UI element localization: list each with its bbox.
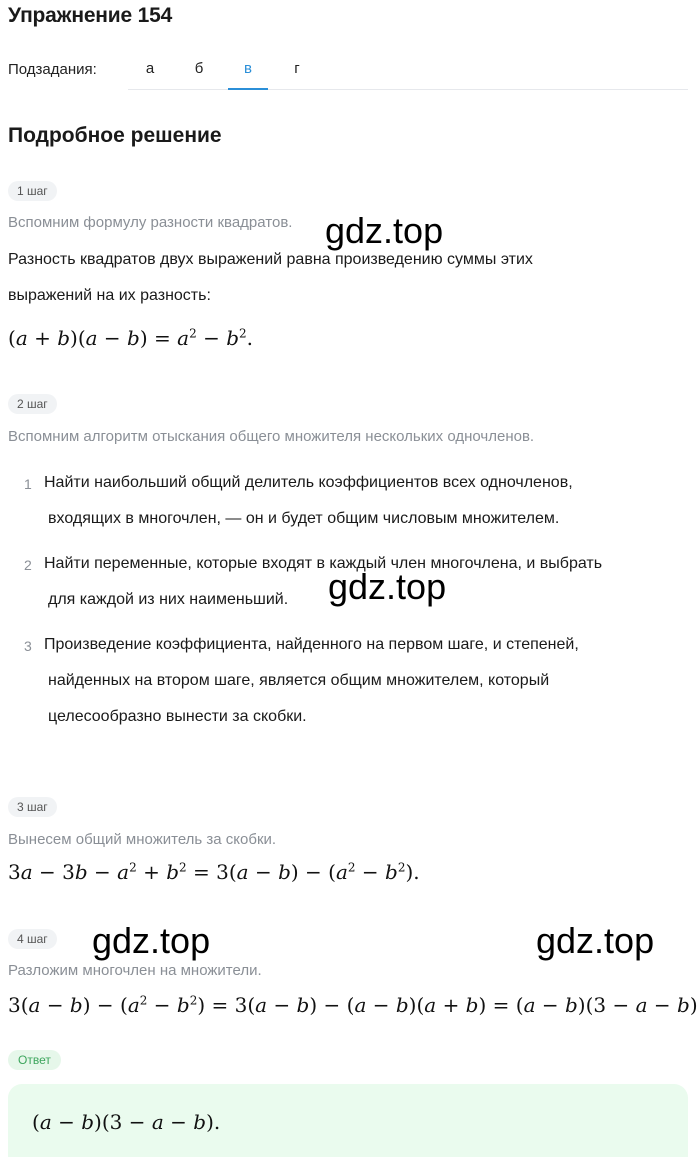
step-badge: 1 шаг	[8, 181, 57, 201]
subtasks-bar	[8, 58, 688, 90]
list-item-text: входящих в многочлен, — он и будет общим числовым множителем.	[48, 510, 560, 527]
watermark: gdz.top	[536, 920, 655, 961]
formula: $3(a - b) - (a^2 - b^2) = 3(a - b) - (a - b)(a + b) = (a - b)(3 - a - b)$	[8, 993, 698, 1017]
tab-v[interactable]: в	[228, 60, 268, 89]
list-item-text: Найти наибольший общий делитель коэффициентов всех одночленов,	[44, 474, 573, 491]
list-number: 2	[24, 557, 32, 573]
list-number: 3	[24, 638, 32, 654]
list-item-text: Найти переменные, которые входят в каждый член многочлена, и выбрать	[44, 555, 603, 572]
step-badge: 3 шаг	[8, 797, 57, 817]
step-badge: 2 шаг	[8, 394, 57, 414]
tabs-divider	[128, 89, 688, 90]
list-item-text: найденных на втором шаге, является общим множителем, который	[48, 672, 550, 689]
list-item-text: для каждой из них наименьший.	[48, 591, 289, 608]
tab-a[interactable]: а	[145, 60, 155, 77]
step-hint: Вспомним формулу разности квадратов.	[8, 214, 293, 231]
watermark: gdz.top	[325, 210, 444, 251]
answer-badge: Ответ	[8, 1050, 61, 1070]
tab-b[interactable]: б	[194, 60, 204, 77]
list-item-text: целесообразно вынести за скобки.	[48, 708, 307, 725]
page-title: Упражнение 154	[8, 4, 173, 27]
step-hint: Разложим многочлен на множители.	[8, 962, 262, 979]
list-number: 1	[24, 476, 32, 492]
step-text: выражений на их разность:	[8, 287, 211, 304]
subtasks-label: Подзадания:	[8, 61, 97, 78]
tab-g[interactable]: г	[294, 60, 300, 77]
step-badge: 4 шаг	[8, 929, 57, 949]
step-text: Разность квадратов двух выражений равна произведению суммы этих	[8, 251, 533, 268]
step-hint: Вынесем общий множитель за скобки.	[8, 831, 277, 848]
answer-box	[8, 1084, 688, 1157]
watermark: gdz.top	[92, 920, 211, 961]
section-title: Подробное решение	[8, 124, 222, 147]
watermark: gdz.top	[328, 566, 447, 607]
formula: $(a + b)(a - b) = a^2 - b^2$.	[8, 326, 254, 350]
list-item-text: Произведение коэффициента, найденного на первом шаге, и степеней,	[44, 636, 579, 653]
answer-formula: (a − b)(3 − a − b).	[32, 1110, 221, 1134]
step-hint: Вспомним алгоритм отыскания общего множителя нескольких одночленов.	[8, 428, 535, 445]
formula: $3a - 3b - a^2 + b^2 = 3(a - b) - (a^2 - b^2)$.	[8, 860, 420, 884]
